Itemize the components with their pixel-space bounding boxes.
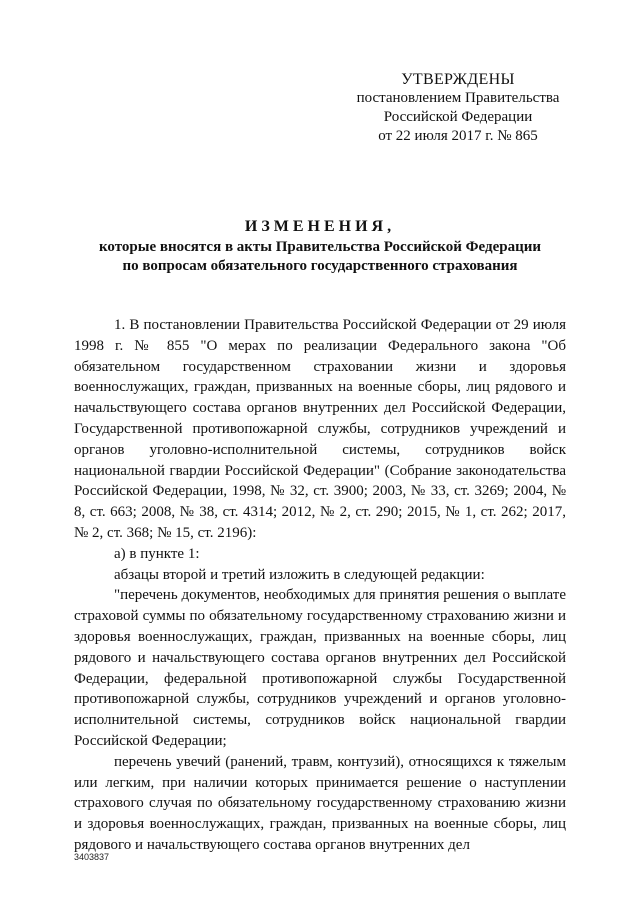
approved-label: УТВЕРЖДЕНЫ	[401, 71, 515, 88]
approval-stamp	[340, 70, 576, 146]
document-subtitle-line-2: по вопросам обязательного государственного страхования	[122, 258, 518, 274]
document-code: 3403837	[74, 852, 110, 862]
approval-line-2: Российской Федерации	[383, 109, 533, 125]
document-subtitle-line-1: которые вносятся в акты Правительства Российской Федерации	[98, 239, 542, 255]
document-heading	[70, 216, 570, 276]
approval-line-1: постановлением Правительства	[356, 90, 560, 106]
body-paragraph: абзацы второй и третий изложить в следующей редакции:	[114, 566, 485, 583]
body-paragraph: перечень увечий (ранений, травм, контузий), относящихся к тяжелым или легким, при наличии которых принимается решение о наступлении страхового случая по обязательному государственному страхованию жизни и здоровья военнослужащих, граждан, призванных на военные сборы, лиц рядового и начальствующего состава органов внутренних дел	[74, 753, 566, 853]
body-paragraph: а) в пункте 1:	[114, 545, 200, 562]
body-paragraph: "перечень документов, необходимых для принятия решения о выплате страховой суммы по обязательному государственному страхованию жизни и здоровья военнослужащих, граждан, призванных на военные сборы, лиц рядового и начальствующего состава органов внутренних дел Российской Федерации, федеральной противопожарной службы Государственной противопожарной службы, сотрудников учреждений и органов уголовно-исполнительной системы, сотрудников войск национальной гвардии Российской Федерации;	[74, 587, 566, 749]
document-body	[74, 315, 566, 856]
approval-line-3: от 22 июля 2017 г. № 865	[378, 128, 538, 144]
body-paragraph: 1. В постановлении Правительства Российской Федерации от 29 июля 1998 г. № 855 "О мерах по реализации Федерального закона "Об обязательном государственном страховании жизни и здоровья военнослужащих, граждан, призванных на военные сборы, лиц рядового и начальствующего состава органов внутренних дел Российской Федерации, Государственной противопожарной службы, сотрудников учреждений и органов уголовно-исполнительной системы, сотрудников войск национальной гвардии Российской Федерации" (Собрание законодательства Российской Федерации, 1998, № 32, ст. 3900; 2003, № 33, ст. 3269; 2004, № 8, ст. 663; 2008, № 38, ст. 4314; 2012, № 2, ст. 290; 2015, № 1, ст. 262; 2017, № 2, ст. 368; № 15, ст. 2196):	[74, 317, 566, 541]
document-title: ИЗМЕНЕНИЯ,	[244, 218, 396, 235]
